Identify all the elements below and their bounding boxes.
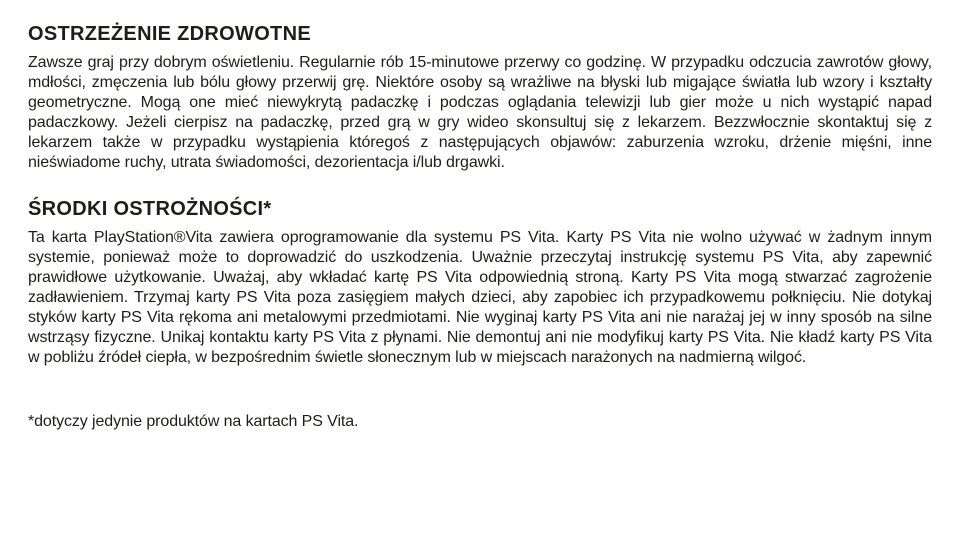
footnote: *dotyczy jedynie produktów na kartach PS Vita. (28, 413, 359, 430)
precautions-body: Ta karta PlayStation®Vita zawiera oprogramowanie dla systemu PS Vita. Karty PS Vita nie wolno używać w żadnym innym systemie, ponieważ może to doprowadzić do uszkodzenia. Uważnie przeczytaj instrukcję systemu PS Vita, aby zapewnić prawidłowe użytkowanie. Uważaj, aby wkładać kartę PS Vita odpowiednią stroną. Karty PS Vita mogą stwarzać zagrożenie zadławieniem. Trzymaj karty PS Vita poza zasięgiem małych dzieci, aby zapobiec ich przypadkowemu połknięciu. Nie dotykaj styków karty PS Vita rękoma ani metalowymi przedmiotami. Nie wyginaj karty PS Vita ani nie narażaj jej w inny sposób na silne wstrząsy fizyczne. Unikaj kontaktu karty PS Vita z płynami. Nie demontuj ani nie modyfikuj karty PS Vita. Nie kładź karty PS Vita w pobliżu źródeł ciepła, w bezpośrednim świetle słonecznym lub w miejscach narażonych na nadmierną wilgoć. (28, 229, 932, 366)
precautions-heading: ŚRODKI OSTROŻNOŚCI* (28, 198, 272, 220)
health-warning-heading: OSTRZEŻENIE ZDROWOTNE (28, 23, 311, 45)
health-warning-section (28, 22, 932, 173)
health-warning-body: Zawsze graj przy dobrym oświetleniu. Regularnie rób 15-minutowe przerwy co godzinę. W przypadku odczucia zawrotów głowy, mdłości, zmęczenia lub bólu głowy przerwij grę. Niektóre osoby są wrażliwe na błyski lub migające światła lub wzory i kształty geometryczne. Mogą one mieć niewykrytą padaczkę i podczas oglądania telewizji lub gier może u nich wystąpić napad padaczkowy. Jeżeli cierpisz na padaczkę, przed grą w gry wideo skonsultuj się z lekarzem. Bezzwłocznie skontaktuj się z lekarzem także w przypadku wystąpienia któregoś z następujących objawów: zaburzenia wzroku, drżenie mięśni, inne nieświadome ruchy, utrata świadomości, dezorientacja i/lub drgawki. (28, 54, 932, 171)
precautions-section (28, 197, 932, 368)
